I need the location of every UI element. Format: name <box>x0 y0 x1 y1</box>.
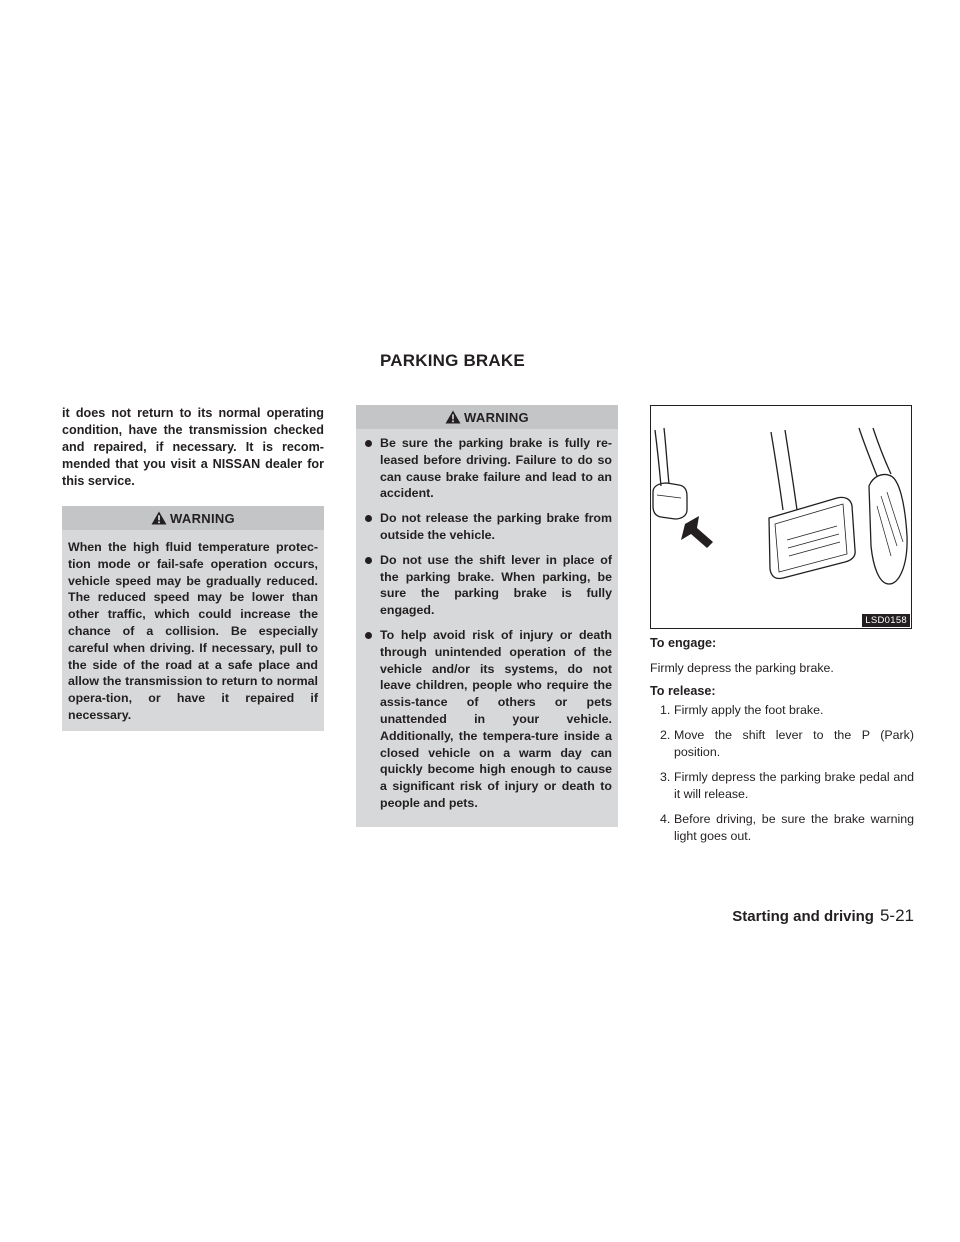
parking-brake-figure <box>650 405 912 629</box>
warning-bullet: Be sure the parking brake is fully re-leased before driving. Failure to do so can cause brake failure and lead to an accident. <box>362 435 612 502</box>
release-step <box>650 702 914 719</box>
footer-chapter: Starting and driving <box>732 908 874 925</box>
step-number: 2. <box>660 728 671 742</box>
step-number: 4. <box>660 812 671 826</box>
warning-header <box>356 405 618 429</box>
warning-text: When the high fluid temperature protec-tion mode or fail-safe operation occurs, vehicle speed may be gradually reduced. The reduced speed may be lower than other traffic, which could increase the chance of a collision. Be especially careful when driving. If necessary, pull to the side of the road at a safe place and allow the transmission to return to normal opera-tion, or have it repaired if necessary. <box>68 540 318 722</box>
intro-paragraph: it does not return to its normal operating condition, have the transmission checked and repaired, if necessary. It is recom-mended that you visit a NISSAN dealer for this service. <box>62 406 324 488</box>
step-text: Before driving, be sure the brake warning light goes out. <box>674 812 914 843</box>
engage-heading: To engage: <box>650 636 717 650</box>
parking-brake-pedal-illustration <box>651 406 911 628</box>
warning-box-parking-brake <box>356 405 618 827</box>
warning-header <box>62 506 324 530</box>
release-step <box>650 811 914 845</box>
step-text: Firmly depress the parking brake pedal and it will release. <box>674 770 914 801</box>
warning-label: WARNING <box>170 510 235 526</box>
release-heading: To release: <box>650 684 716 698</box>
warning-label: WARNING <box>464 409 529 425</box>
release-step <box>650 769 914 803</box>
warning-triangle-icon <box>445 410 461 424</box>
step-text: Move the shift lever to the P (Park) position. <box>674 728 914 759</box>
column-left <box>62 405 324 731</box>
warning-bullet: Do not use the shift lever in place of the parking brake. When parking, be sure the parking brake is fully engaged. <box>362 552 612 619</box>
page-footer <box>732 906 914 926</box>
footer-page-number: 5-21 <box>879 906 914 925</box>
step-number: 1. <box>660 703 671 717</box>
release-step <box>650 727 914 761</box>
step-number: 3. <box>660 770 671 784</box>
warning-bullet: To help avoid risk of injury or death through unintended operation of the vehicle and/or its systems, do not leave children, people who require the assis-tance of others or pets unattended in your vehicle. Additionally, the tempera-ture inside a closed vehicle on a warm day can quickly become high enough to cause a significant risk of injury or death to people and pets. <box>362 627 612 812</box>
warning-box-transmission <box>62 506 324 731</box>
release-steps <box>650 702 914 845</box>
section-title: PARKING BRAKE <box>380 351 525 370</box>
column-middle <box>356 405 618 827</box>
warning-bullet: Do not release the parking brake from outside the vehicle. <box>362 510 612 544</box>
warning-bullet-list <box>356 429 618 812</box>
figure-code: LSD0158 <box>862 614 910 627</box>
step-text: Firmly apply the foot brake. <box>674 703 824 717</box>
column-right <box>650 405 914 853</box>
engage-text: Firmly depress the parking brake. <box>650 661 834 675</box>
warning-triangle-icon <box>151 511 167 525</box>
